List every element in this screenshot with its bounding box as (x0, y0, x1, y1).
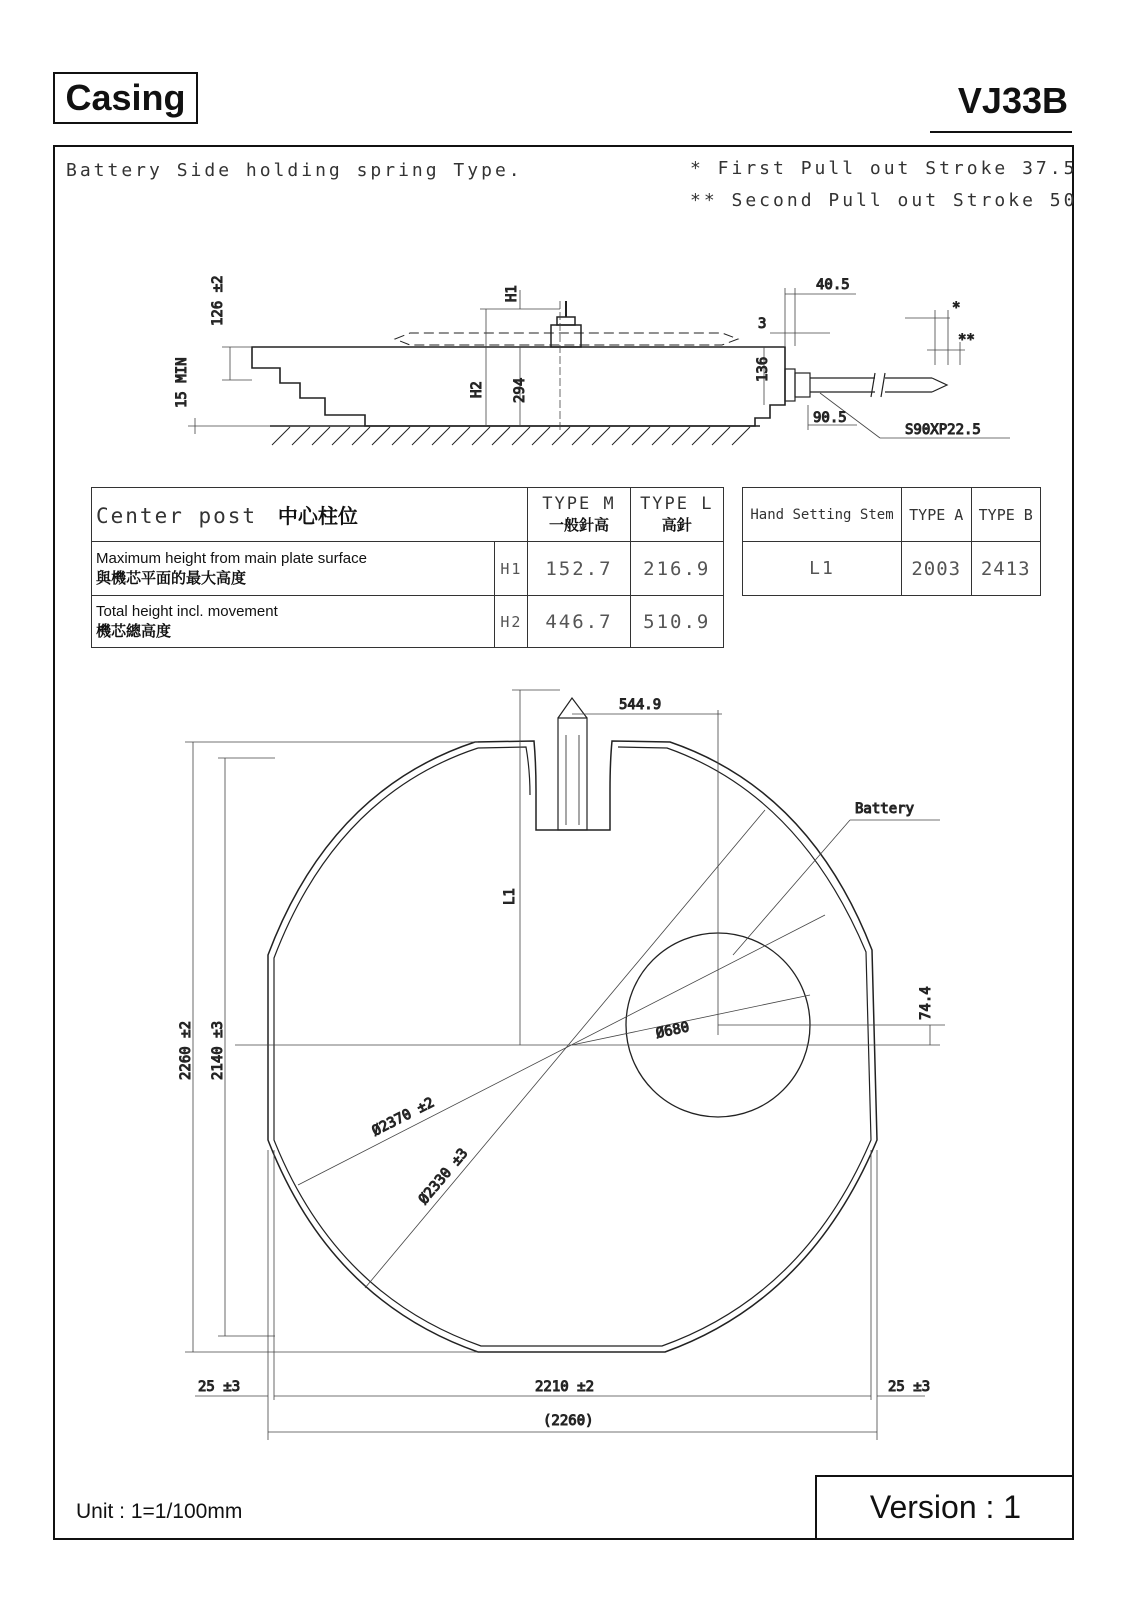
table-row (92, 542, 724, 596)
row-label-cn: 機芯總高度 (96, 622, 172, 640)
first-stroke-note: * First Pull out Stroke 37.5 (690, 158, 1078, 179)
type-b-header: TYPE B (971, 488, 1041, 542)
dim-126: 126 ±2 (210, 275, 226, 326)
dim-phi-2370: Ø2370 ±2 (369, 1094, 437, 1140)
type-a-header: TYPE A (902, 488, 972, 542)
dim-dstar: ** (958, 332, 975, 348)
dim-l1: L1 (502, 888, 518, 905)
type-m-header (528, 488, 630, 542)
stem-type-b-value: 2413 (971, 542, 1041, 596)
model-number: VJ33B (957, 80, 1068, 121)
dim-s90: S90XP22.5 (905, 422, 981, 438)
dim-h1: H1 (504, 285, 520, 302)
dim-phi-680: Ø680 (654, 1019, 691, 1042)
table-row (743, 542, 1041, 596)
stem-title: Hand Setting Stem (743, 488, 902, 542)
row-label-en: Total height incl. movement (96, 602, 278, 620)
type-l-cn: 高針 (661, 517, 692, 534)
row-code: H1 (495, 542, 528, 596)
center-post-header (92, 488, 528, 542)
top-view (185, 690, 945, 1440)
center-post-title-cn: 中心柱位 (277, 506, 358, 528)
row-type-l-value: 510.9 (630, 596, 723, 648)
dim-2260-vertical: 2260 ±2 (178, 1020, 194, 1080)
dim-2140: 2140 ±3 (210, 1020, 226, 1080)
dim-25-left: 25 ±3 (198, 1379, 241, 1395)
stem-code: L1 (743, 542, 902, 596)
dim-136: 136 (755, 356, 771, 382)
side-view (188, 288, 1010, 445)
version-box: Version : 1 (815, 1475, 1074, 1540)
type-l-header (630, 488, 723, 542)
dim-74-4: 74.4 (918, 986, 934, 1020)
row-label-cn: 與機芯平面的最大高度 (96, 569, 247, 587)
dim-544-9: 544.9 (619, 697, 662, 713)
row-code: H2 (495, 596, 528, 648)
type-m-cn: 一般針高 (548, 517, 609, 534)
center-post-table (91, 487, 724, 648)
dim-2210: 2210 ±2 (535, 1379, 595, 1395)
type-l-label: TYPE L (640, 494, 714, 514)
battery-label: Battery (855, 801, 915, 817)
center-post-title-en: Center post (96, 504, 258, 528)
casing-title: Casing (53, 72, 198, 124)
row-label-en: Maximum height from main plate surface (96, 549, 367, 567)
dim-phi-2330: Ø2330 ±3 (415, 1145, 472, 1208)
dim-h2: H2 (469, 381, 485, 398)
row-type-l-value: 216.9 (630, 542, 723, 596)
row-type-m-value: 446.7 (528, 596, 630, 648)
row-type-m-value: 152.7 (528, 542, 630, 596)
type-m-label: TYPE M (542, 494, 616, 514)
dimension-labels (174, 275, 981, 1429)
spring-type-note: Battery Side holding spring Type. (66, 160, 523, 181)
dim-40-5: 40.5 (816, 277, 850, 293)
dim-15min: 15 MIN (174, 357, 190, 408)
table-row (92, 596, 724, 648)
dim-3: 3 (758, 316, 767, 332)
dim-star: * (952, 300, 961, 316)
dim-25-right: 25 ±3 (888, 1379, 931, 1395)
unit-note: Unit : 1=1/100mm (76, 1500, 243, 1523)
dim-2260-horizontal: (2260) (543, 1413, 594, 1429)
stem-table (742, 487, 1041, 596)
dim-294: 294 (512, 377, 528, 403)
stem-type-a-value: 2003 (902, 542, 972, 596)
second-stroke-note: ** Second Pull out Stroke 50 (690, 190, 1078, 211)
dim-90-5: 90.5 (813, 410, 847, 426)
